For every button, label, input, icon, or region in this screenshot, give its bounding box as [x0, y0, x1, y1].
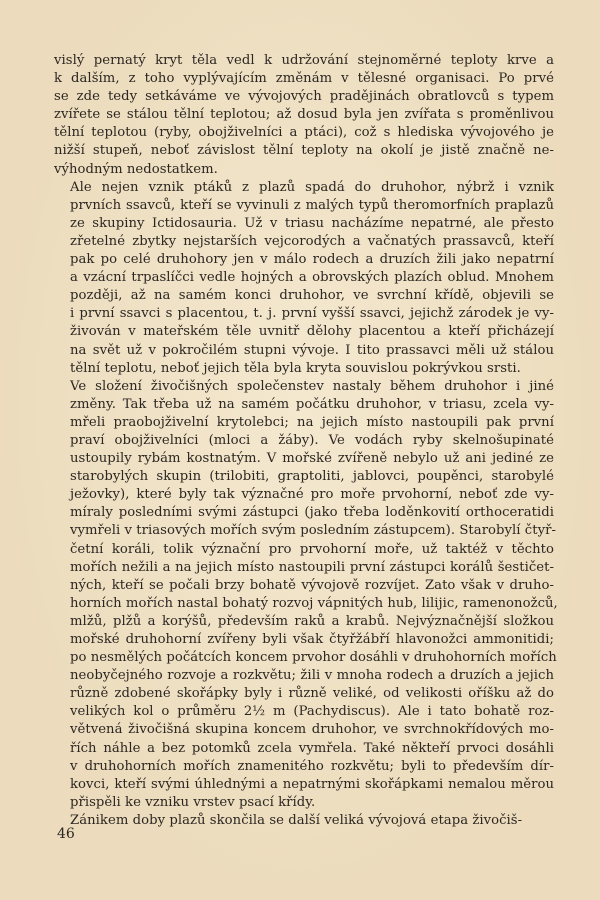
text-line: mořích nežili a na jejich místo nastoupili první zástupci korálů šestičet- — [70, 559, 554, 575]
text-line: pak po celé druhohory jen v málo rodech a druzích žili jako nepatrní — [70, 252, 554, 268]
text-line: na svět už v pokročilém stupni vývoje. I tito prassavci měli už stálou — [70, 342, 554, 358]
text-line: ježovky), které byly tak význačné pro moře prvohorní, neboť zde vy- — [70, 487, 554, 503]
text-line: starobylých skupin (trilobiti, graptoliti, jablovci, poupěnci, starobylé — [70, 469, 554, 485]
text-line: ustoupily rybám kostnatým. V mořské zvířeně nebylo už ani jediné ze — [70, 451, 554, 467]
text-line: vislý pernatý kryt těla vedl k udržování stejnoměrné teploty krve a — [54, 53, 554, 68]
text-line: zřetelné zbytky nejstarších vejcorodých a vačnatých prassavců, kteří — [70, 233, 554, 249]
text-line: zvířete se stálou tělní teplotou; až dosud byla jen zvířata s proměnlivou — [54, 107, 554, 123]
text-line: po nesmělých počátcích koncem prvohor dosáhli v druhohorních mořích — [70, 650, 557, 666]
text-line: a vzácní trpaslíčci vedle hojných a obrovských plazích oblud. Mnohem — [70, 270, 554, 286]
text-line: Zánikem doby plazů skončila se další veliká vývojová etapa živočiš- — [70, 812, 523, 828]
text-line: řích náhle a bez potomků zcela vymřela. Také někteří prvoci dosáhli — [70, 740, 554, 756]
text-line: četní koráli, tolik význační pro prvohorní moře, už taktéž v těchto — [70, 541, 554, 557]
text-line: míraly posledními svými zástupci (jako třeba loděnkovití orthoceratidi — [70, 505, 554, 521]
text-line: v druhohorních mořích znamenitého rozkvětu; byli to především dír- — [70, 758, 554, 774]
paragraph — [54, 812, 554, 830]
text-line: kovci, kteří svými úhlednými a nepatrnými skořápkami nemalou měrou — [70, 776, 554, 792]
text-line: mlžů, plžů a korýšů, především raků a krabů. Nejvýznačnější složkou — [70, 613, 554, 629]
text-line: Ve složení živočišných společenstev nastaly během druhohor i jiné — [70, 378, 554, 394]
paragraph — [54, 179, 554, 378]
text-line: velikých kol o průměru 2½ m (Pachydiscus). Ale i tato bohatě roz- — [70, 704, 554, 720]
text-line: tělní teplotou (ryby, obojživelníci a ptáci), což s hlediska vývojového je — [54, 125, 554, 141]
text-line: Ale nejen vznik ptáků z plazů spadá do druhohor, nýbrž i vznik — [70, 179, 554, 195]
text-line: praví obojživelníci (mloci a žáby). Ve vodách ryby skelnošupinaté — [70, 432, 554, 448]
text-line: změny. Tak třeba už na samém počátku druhohor, v triasu, zcela vy- — [70, 396, 554, 412]
text-line: vymřeli v triasových mořích svým posledním zástupcem). Starobylí čtyř- — [70, 523, 556, 539]
text-line: neobyčejného rozvoje a rozkvětu; žili v mnoha rodech a druzích a jejich — [70, 668, 554, 684]
text-line: i první ssavci s placentou, t. j. první vyšší ssavci, jejichž zárodek je vy- — [70, 306, 554, 322]
text-line: ných, kteří se počali brzy bohatě vývojově rozvíjet. Zato však v druho- — [70, 577, 554, 593]
text-line: se zde tedy setkáváme ve vývojových pradějinách obratlovců s typem — [54, 89, 554, 105]
text-line: později, až na samém konci druhohor, ve svrchní křídě, objevili se — [70, 288, 554, 304]
text-line: nižší stupeň, neboť závislost tělní teploty na okolí je jistě značně ne- — [54, 143, 554, 159]
text-line: ze skupiny Ictidosauria. Už v triasu nacházíme nepatrné, ale přesto — [70, 215, 554, 231]
text-line: k dalším, z toho vyplývajícím změnám v tělesné organisaci. Po prvé — [54, 71, 554, 87]
paragraph — [54, 52, 554, 179]
paragraph — [54, 378, 558, 812]
text-line: mořské druhohorní zvířeny byli však čtyřžábří hlavonožci ammonitidi; — [70, 632, 554, 647]
text-line: větvená živočišná skupina koncem druhohor, ve svrchnokřídových mo- — [70, 722, 554, 738]
text-line: výhodným nedostatkem. — [54, 161, 218, 177]
body-text — [54, 52, 558, 830]
text-line: přispěli ke vzniku vrstev psací křídy. — [70, 794, 316, 810]
page-number: 46 — [57, 826, 75, 842]
text-line: mřeli praobojživelní krytolebci; na jejich místo nastoupili pak první — [70, 414, 554, 430]
text-line: různě zdobené skořápky byly i různě veliké, od velikosti oříšku až do — [70, 686, 554, 702]
text-line: tělní teplotu, neboť jejich těla byla kryta souvislou pokrývkou srsti. — [70, 360, 521, 376]
text-line: prvních ssavců, kteří se vyvinuli z malých typů theromorfních praplazů — [70, 197, 554, 213]
text-line: živován v mateřském těle uvnitř dělohy placentou a kteří přicházejí — [70, 324, 554, 340]
text-line: horních mořích nastal bohatý rozvoj vápnitých hub, lilijic, ramenonožců, — [70, 595, 558, 611]
